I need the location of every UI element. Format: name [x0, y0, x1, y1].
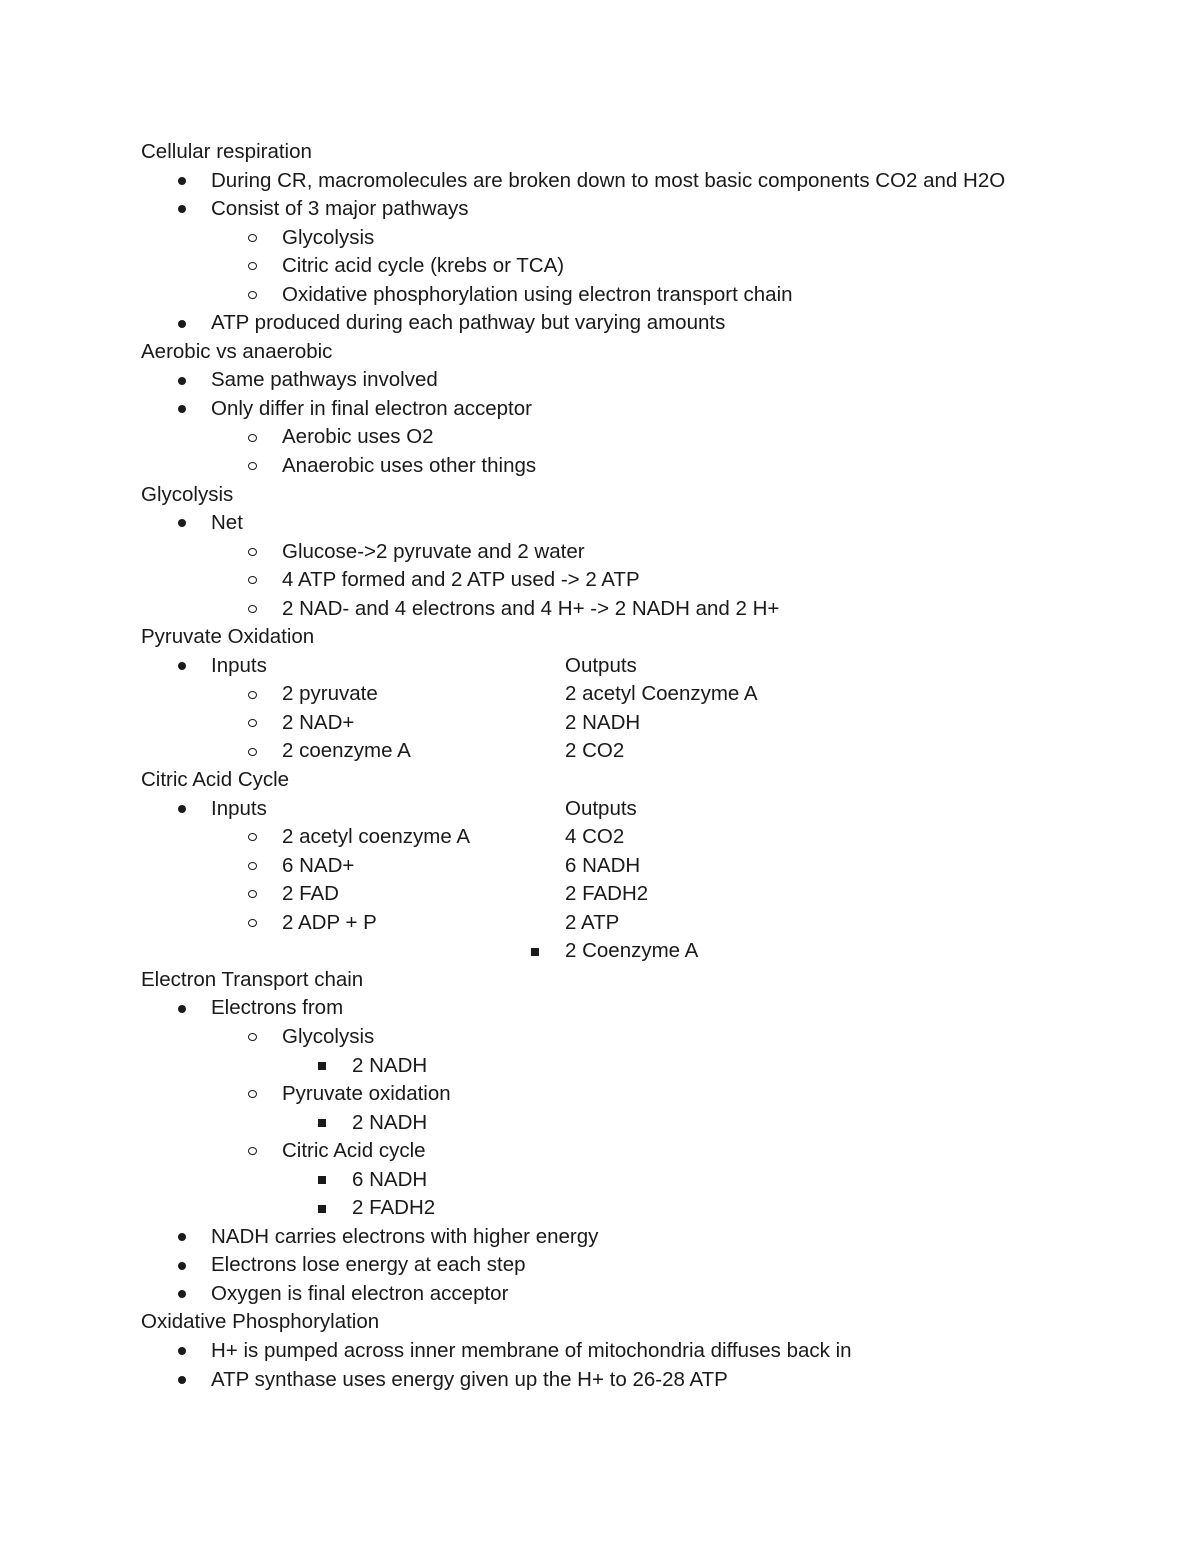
bullet-circle-icon: [248, 680, 257, 709]
list-item: [0, 1080, 1200, 1109]
item-text: Electrons from: [211, 996, 344, 1020]
heading-text: Glycolysis: [141, 482, 234, 506]
item-text: Oxidative phosphorylation using electron transport chain: [282, 282, 793, 306]
bullet-disc-icon: [178, 395, 186, 424]
document-body: [0, 138, 1200, 1394]
section-heading: [0, 1308, 1200, 1337]
bullet-disc-icon: [178, 167, 186, 196]
section-heading: [0, 481, 1200, 510]
bullet-square-icon: [318, 1052, 326, 1081]
list-item: [0, 823, 1200, 852]
bullet-circle-icon: [248, 595, 257, 624]
list-item: [0, 1166, 1200, 1195]
list-item: [0, 595, 1200, 624]
item-text: 2 acetyl coenzyme A: [282, 825, 471, 849]
output-text: 2 NADH: [565, 710, 641, 734]
output-text: 2 Coenzyme A: [565, 939, 699, 963]
bullet-disc-icon: [178, 1251, 186, 1280]
bullet-disc-icon: [178, 1366, 186, 1395]
list-item: [0, 281, 1200, 310]
section-heading: [0, 623, 1200, 652]
item-text: Glycolysis: [282, 1024, 375, 1048]
item-text: 2 coenzyme A: [282, 739, 411, 763]
list-item: [0, 452, 1200, 481]
item-text: 2 FADH2: [352, 1196, 436, 1220]
bullet-circle-icon: [248, 1137, 257, 1166]
list-item: [0, 937, 1200, 966]
output-text: Outputs: [565, 796, 637, 820]
bullet-circle-icon: [248, 909, 257, 938]
item-text: 2 NADH: [352, 1053, 428, 1077]
list-item: [0, 395, 1200, 424]
bullet-circle-icon: [248, 1023, 257, 1052]
bullet-disc-icon: [178, 509, 186, 538]
section-heading: [0, 338, 1200, 367]
list-item: [0, 566, 1200, 595]
list-item: [0, 737, 1200, 766]
item-text: Pyruvate oxidation: [282, 1082, 451, 1106]
list-item: [0, 195, 1200, 224]
list-item: [0, 880, 1200, 909]
output-text: 4 CO2: [565, 825, 625, 849]
bullet-square-icon: [531, 937, 539, 966]
output-text: 2 ATP: [565, 910, 620, 934]
output-text: 2 CO2: [565, 739, 625, 763]
list-item: [0, 652, 1200, 681]
item-text: NADH carries electrons with higher energy: [211, 1224, 599, 1248]
item-text: Citric Acid cycle: [282, 1139, 426, 1163]
item-text: Only differ in final electron acceptor: [211, 396, 532, 420]
item-text: Aerobic uses O2: [282, 425, 434, 449]
bullet-circle-icon: [248, 281, 257, 310]
item-text: 2 NAD- and 4 electrons and 4 H+ -> 2 NADH and 2 H+: [282, 596, 780, 620]
bullet-disc-icon: [178, 1280, 186, 1309]
bullet-square-icon: [318, 1109, 326, 1138]
bullet-circle-icon: [248, 252, 257, 281]
item-text: Inputs: [211, 796, 267, 820]
output-text: 2 acetyl Coenzyme A: [565, 682, 758, 706]
bullet-disc-icon: [178, 366, 186, 395]
item-text: 2 NADH: [352, 1110, 428, 1134]
item-text: ATP produced during each pathway but varying amounts: [211, 311, 726, 335]
bullet-disc-icon: [178, 195, 186, 224]
bullet-circle-icon: [248, 852, 257, 881]
item-text: 4 ATP formed and 2 ATP used -> 2 ATP: [282, 568, 640, 592]
item-text: 2 FAD: [282, 882, 339, 906]
bullet-circle-icon: [248, 452, 257, 481]
list-item: [0, 1109, 1200, 1138]
section-heading: [0, 966, 1200, 995]
bullet-circle-icon: [248, 880, 257, 909]
bullet-square-icon: [318, 1194, 326, 1223]
section-heading: [0, 766, 1200, 795]
heading-text: Oxidative Phosphorylation: [141, 1310, 380, 1334]
bullet-square-icon: [318, 1166, 326, 1195]
list-item: [0, 1194, 1200, 1223]
item-text: 2 pyruvate: [282, 682, 378, 706]
list-item: [0, 167, 1200, 196]
bullet-circle-icon: [248, 1080, 257, 1109]
list-item: [0, 680, 1200, 709]
item-text: Consist of 3 major pathways: [211, 197, 469, 221]
bullet-circle-icon: [248, 737, 257, 766]
heading-text: Pyruvate Oxidation: [141, 625, 315, 649]
bullet-circle-icon: [248, 423, 257, 452]
item-text: Anaerobic uses other things: [282, 454, 537, 478]
item-text: Electrons lose energy at each step: [211, 1253, 526, 1277]
item-text: During CR, macromolecules are broken down to most basic components CO2 and H2O: [211, 168, 1006, 192]
list-item: [0, 1280, 1200, 1309]
list-item: [0, 366, 1200, 395]
item-text: Same pathways involved: [211, 368, 438, 392]
heading-text: Cellular respiration: [141, 140, 312, 163]
bullet-circle-icon: [248, 538, 257, 567]
item-text: 6 NAD+: [282, 853, 355, 877]
list-item: [0, 1223, 1200, 1252]
bullet-circle-icon: [248, 566, 257, 595]
bullet-disc-icon: [178, 652, 186, 681]
item-text: Net: [211, 511, 243, 535]
list-item: [0, 509, 1200, 538]
item-text: Inputs: [211, 653, 267, 677]
bullet-circle-icon: [248, 709, 257, 738]
bullet-disc-icon: [178, 1223, 186, 1252]
item-text: H+ is pumped across inner membrane of mitochondria diffuses back in: [211, 1338, 852, 1362]
bullet-disc-icon: [178, 795, 186, 824]
list-item: [0, 852, 1200, 881]
list-item: [0, 909, 1200, 938]
output-text: 2 FADH2: [565, 882, 649, 906]
item-text: 2 NAD+: [282, 710, 355, 734]
bullet-circle-icon: [248, 224, 257, 253]
item-text: Citric acid cycle (krebs or TCA): [282, 254, 565, 278]
output-text: Outputs: [565, 653, 637, 677]
list-item: [0, 224, 1200, 253]
heading-text: Citric Acid Cycle: [141, 768, 290, 792]
list-item: [0, 795, 1200, 824]
list-item: [0, 1023, 1200, 1052]
list-item: [0, 1251, 1200, 1280]
bullet-disc-icon: [178, 1337, 186, 1366]
section-heading: [0, 138, 1200, 167]
item-text: Oxygen is final electron acceptor: [211, 1281, 509, 1305]
list-item: [0, 709, 1200, 738]
bullet-circle-icon: [248, 823, 257, 852]
list-item: [0, 1337, 1200, 1366]
list-item: [0, 1366, 1200, 1395]
item-text: 2 ADP + P: [282, 910, 377, 934]
list-item: [0, 423, 1200, 452]
item-text: ATP synthase uses energy given up the H+ to 26-28 ATP: [211, 1367, 728, 1391]
item-text: 6 NADH: [352, 1167, 428, 1191]
bullet-disc-icon: [178, 994, 186, 1023]
list-item: [0, 1052, 1200, 1081]
heading-text: Electron Transport chain: [141, 967, 364, 991]
item-text: Glycolysis: [282, 225, 375, 249]
item-text: Glucose->2 pyruvate and 2 water: [282, 539, 585, 563]
output-text: 6 NADH: [565, 853, 641, 877]
heading-text: Aerobic vs anaerobic: [141, 339, 333, 363]
bullet-disc-icon: [178, 309, 186, 338]
list-item: [0, 994, 1200, 1023]
list-item: [0, 1137, 1200, 1166]
list-item: [0, 538, 1200, 567]
list-item: [0, 252, 1200, 281]
list-item: [0, 309, 1200, 338]
